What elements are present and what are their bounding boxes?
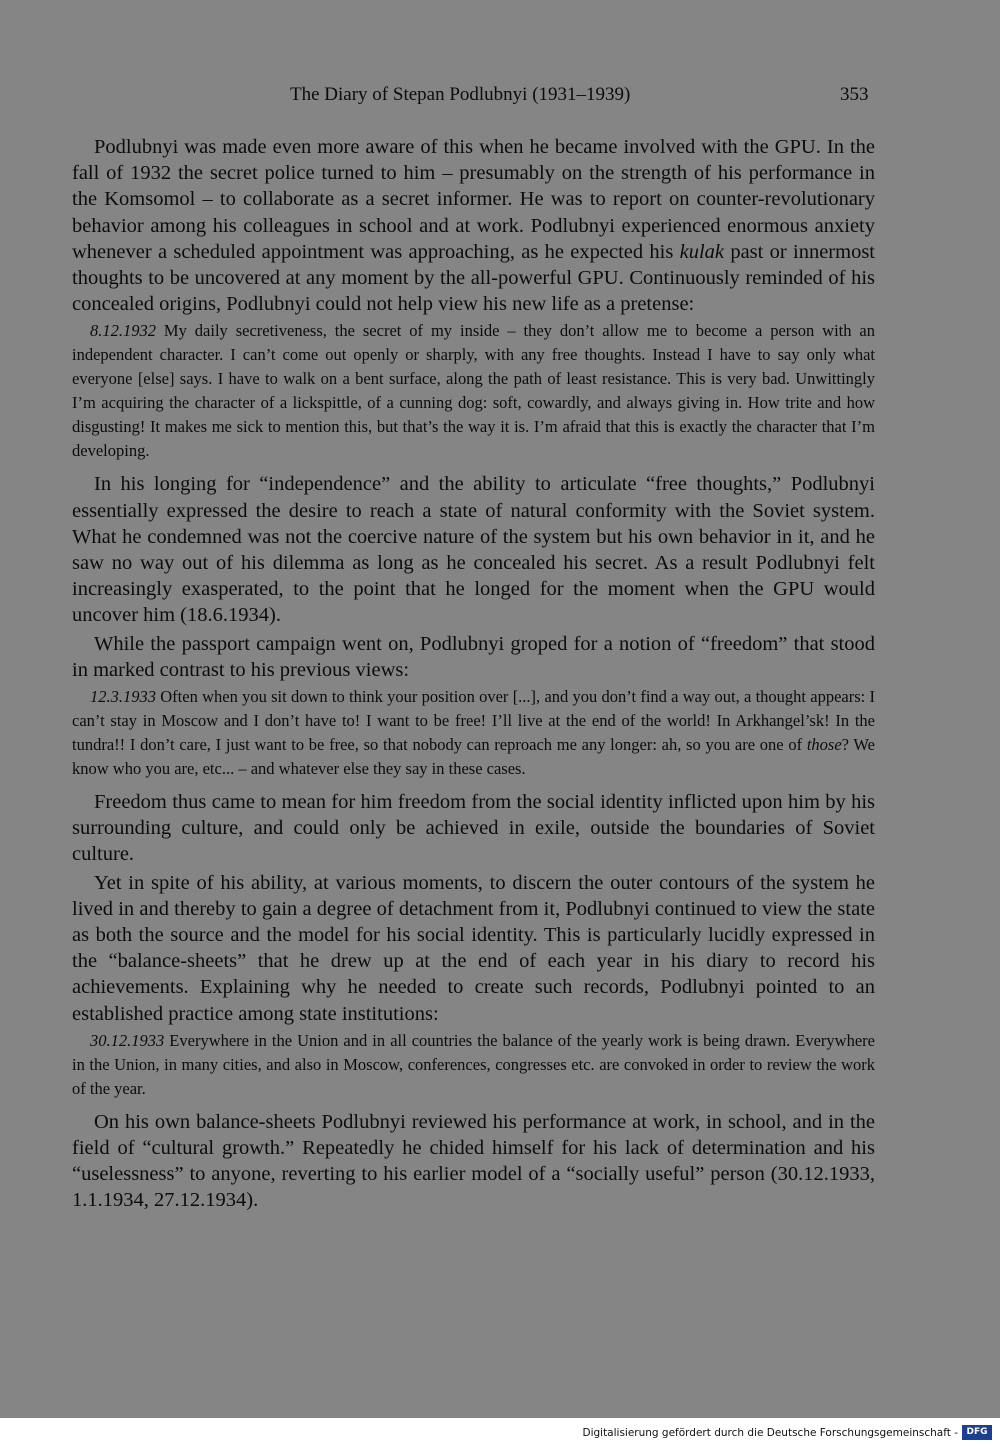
- dfg-logo: DFG: [962, 1425, 992, 1440]
- quote-date: 8.12.1932: [90, 321, 156, 341]
- page-header: [0, 84, 1000, 110]
- italic-term-those: those: [806, 735, 842, 755]
- quote-text: Often when you sit down to think your position over [...], and you don’t find a way out, a thought appears: I can’t stay in Moscow and I don’t have to! I want to be free! I’ll live at the end of the world! In Arkhangel’sk! In the tundra!! I don’t care, I just want to be free, so that nobody can reproach me any longer: ah, so you are one of: [72, 687, 875, 755]
- body-paragraph-4: Freedom thus came to mean for him freedom from the social identity inflicted upon him by his surrounding culture, and could only be achieved in exile, outside the boundaries of Soviet culture.: [72, 791, 875, 866]
- paragraph-text: past or innermost thoughts to be uncovered at any moment by the all-powerful GPU. Continuously reminded of his concealed origins, Podlubnyi could not help view his new life as a pretense:: [72, 240, 876, 316]
- quote-text: ? We know who you are, etc... – and whatever else they say in these cases.: [72, 735, 875, 779]
- footer-credit: Digitalisierung gefördert durch die Deutsche Forschungsgemeinschaft -: [582, 1427, 958, 1439]
- quote-date: 30.12.1933: [90, 1030, 165, 1050]
- paragraph-text: Podlubnyi was made even more aware of this when he became involved with the GPU. In the fall of 1932 the secret police turned to him – presumably on the strength of his performance in the Komsomol – to collaborate as a secret informer. He was to report on counter-revolutionary behavior among his colleagues in school and at work. Podlubnyi experienced enormous anxiety whenever a scheduled appointment was approaching, as he expected his: [72, 136, 875, 263]
- running-title: The Diary of Stepan Podlubnyi (1931–1939): [290, 84, 631, 105]
- quote-text: My daily secretiveness, the secret of my inside – they don’t allow me to become a person with an independent character. I can’t come out openly or sharply, with any free thoughts. Instead I have to say only what everyone [else] says. I have to walk on a bent surface, along the path of least resistance. This is very bad. Unwittingly I’m acquiring the character of a lickspittle, of a cunning dog: soft, cowardly, and always giving in. How trite and how disgusting! It makes me sick to mention this, but that’s the way it is. I’m afraid that this is exactly the character that I’m developing.: [72, 321, 875, 461]
- diary-quote-3: [72, 1029, 875, 1101]
- diary-quote-2: [72, 685, 875, 781]
- body-paragraph-5: Yet in spite of his ability, at various moments, to discern the outer contours of the system he lived in and thereby to gain a degree of detachment from it, Podlubnyi continued to view the state as both the source and the model for his social identity. This is particularly lucidly expressed in the “balance-sheets” that he drew up at the end of each year in his diary to record his achievements. Explaining why he needed to create such records, Podlubnyi pointed to an established practice among state institutions:: [72, 871, 875, 1025]
- body-paragraph-6: On his own balance-sheets Podlubnyi reviewed his performance at work, in school, and in the field of “cultural growth.” Repeatedly he chided himself for his lack of determination and his “uselessness” to anyone, reverting to his earlier model of a “socially useful” person (30.12.1933, 1.1.1934, 27.12.1934).: [72, 1110, 875, 1212]
- quote-date: 12.3.1933: [90, 687, 156, 707]
- diary-quote-1: [72, 319, 875, 463]
- body-paragraph-2: In his longing for “independence” and the ability to articulate “free thoughts,” Podlubnyi essentially expressed the desire to reach a state of natural conformity with the Soviet system. What he condemned was not the coercive nature of the system but his own behavior in it, and he saw no way out of his dilemma as long as he concealed his secret. As a result Podlubnyi felt increasingly exasperated, to the point that he longed for the moment when the GPU would uncover him (18.6.1934).: [72, 473, 875, 627]
- quote-text: Everywhere in the Union and in all countries the balance of the yearly work is being drawn. Everywhere in the Union, in many cities, and also in Moscow, conferences, congresses etc. are convoked in order to review the work of the year.: [72, 1030, 875, 1098]
- body-paragraph-1: [72, 134, 875, 317]
- page-number: 353: [840, 84, 869, 105]
- italic-term-kulak: kulak: [679, 240, 725, 263]
- digitization-footer: [0, 1418, 1000, 1446]
- body-paragraph-3: While the passport campaign went on, Podlubnyi groped for a notion of “freedom” that stood in marked contrast to his previous views:: [72, 632, 875, 681]
- page-content: [72, 134, 875, 1216]
